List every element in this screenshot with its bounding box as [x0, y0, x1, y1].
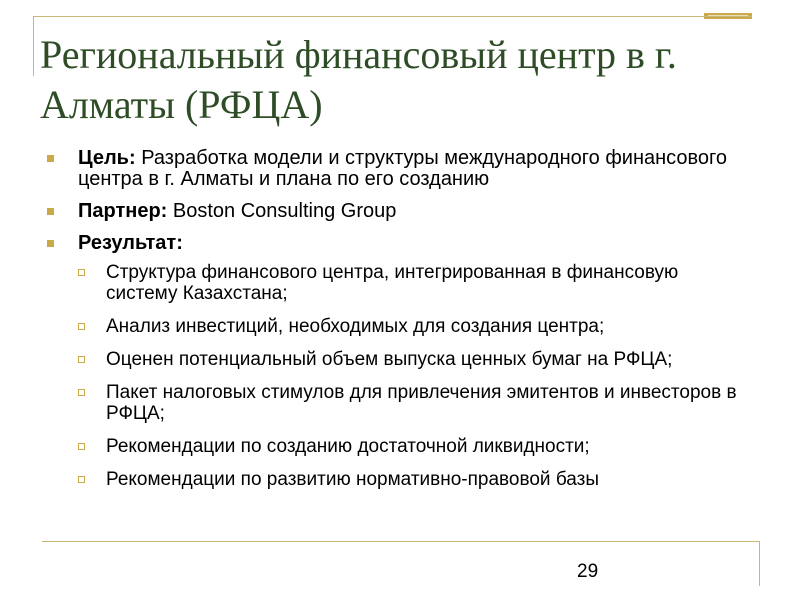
square-bullet-icon	[47, 240, 54, 247]
list-item	[40, 469, 740, 490]
bullet-text: Boston Consulting Group	[167, 200, 397, 222]
list-item	[40, 436, 740, 457]
list-item	[40, 262, 740, 304]
right-rule-line	[759, 541, 760, 586]
slide-title: Региональный финансовый центр в г. Алматы (РФЦА)	[40, 32, 677, 127]
list-item-text: Структура финансового центра, интегрированная в финансовую систему Казахстана;	[106, 262, 679, 304]
slide-content	[40, 148, 740, 502]
bottom-rule-line	[42, 541, 760, 542]
list-item-text: Рекомендации по созданию достаточной ликвидности;	[106, 436, 590, 457]
bullet-result	[40, 233, 740, 254]
hollow-square-bullet-icon	[78, 356, 85, 363]
list-item	[40, 382, 740, 424]
bullet-goal	[40, 148, 740, 190]
left-rule-line	[33, 16, 34, 76]
hollow-square-bullet-icon	[78, 476, 85, 483]
bullet-label: Партнер:	[78, 200, 168, 222]
square-bullet-icon	[47, 155, 54, 162]
bullet-text: Разработка модели и структуры международного финансового центра в г. Алматы и плана по его созданию	[78, 147, 728, 190]
list-item-text: Анализ инвестиций, необходимых для создания центра;	[106, 316, 605, 337]
list-item-text: Пакет налоговых стимулов для привлечения эмитентов и инвесторов в РФЦА;	[106, 382, 737, 424]
hollow-square-bullet-icon	[78, 323, 85, 330]
list-item-text: Рекомендации по развитию нормативно-правовой базы	[106, 469, 599, 490]
hollow-square-bullet-icon	[78, 443, 85, 450]
square-bullet-icon	[47, 208, 54, 215]
list-item-text: Оценен потенциальный объем выпуска ценных бумаг на РФЦА;	[106, 349, 673, 370]
hollow-square-bullet-icon	[78, 389, 85, 396]
page-number: 29	[577, 561, 599, 582]
list-item	[40, 349, 740, 370]
top-rule-line	[33, 16, 751, 17]
bullet-partner	[40, 201, 740, 222]
hollow-square-bullet-icon	[78, 269, 85, 276]
results-list	[40, 262, 740, 490]
bullet-label: Цель:	[78, 147, 136, 169]
list-item	[40, 316, 740, 337]
bullet-label: Результат:	[78, 232, 183, 254]
